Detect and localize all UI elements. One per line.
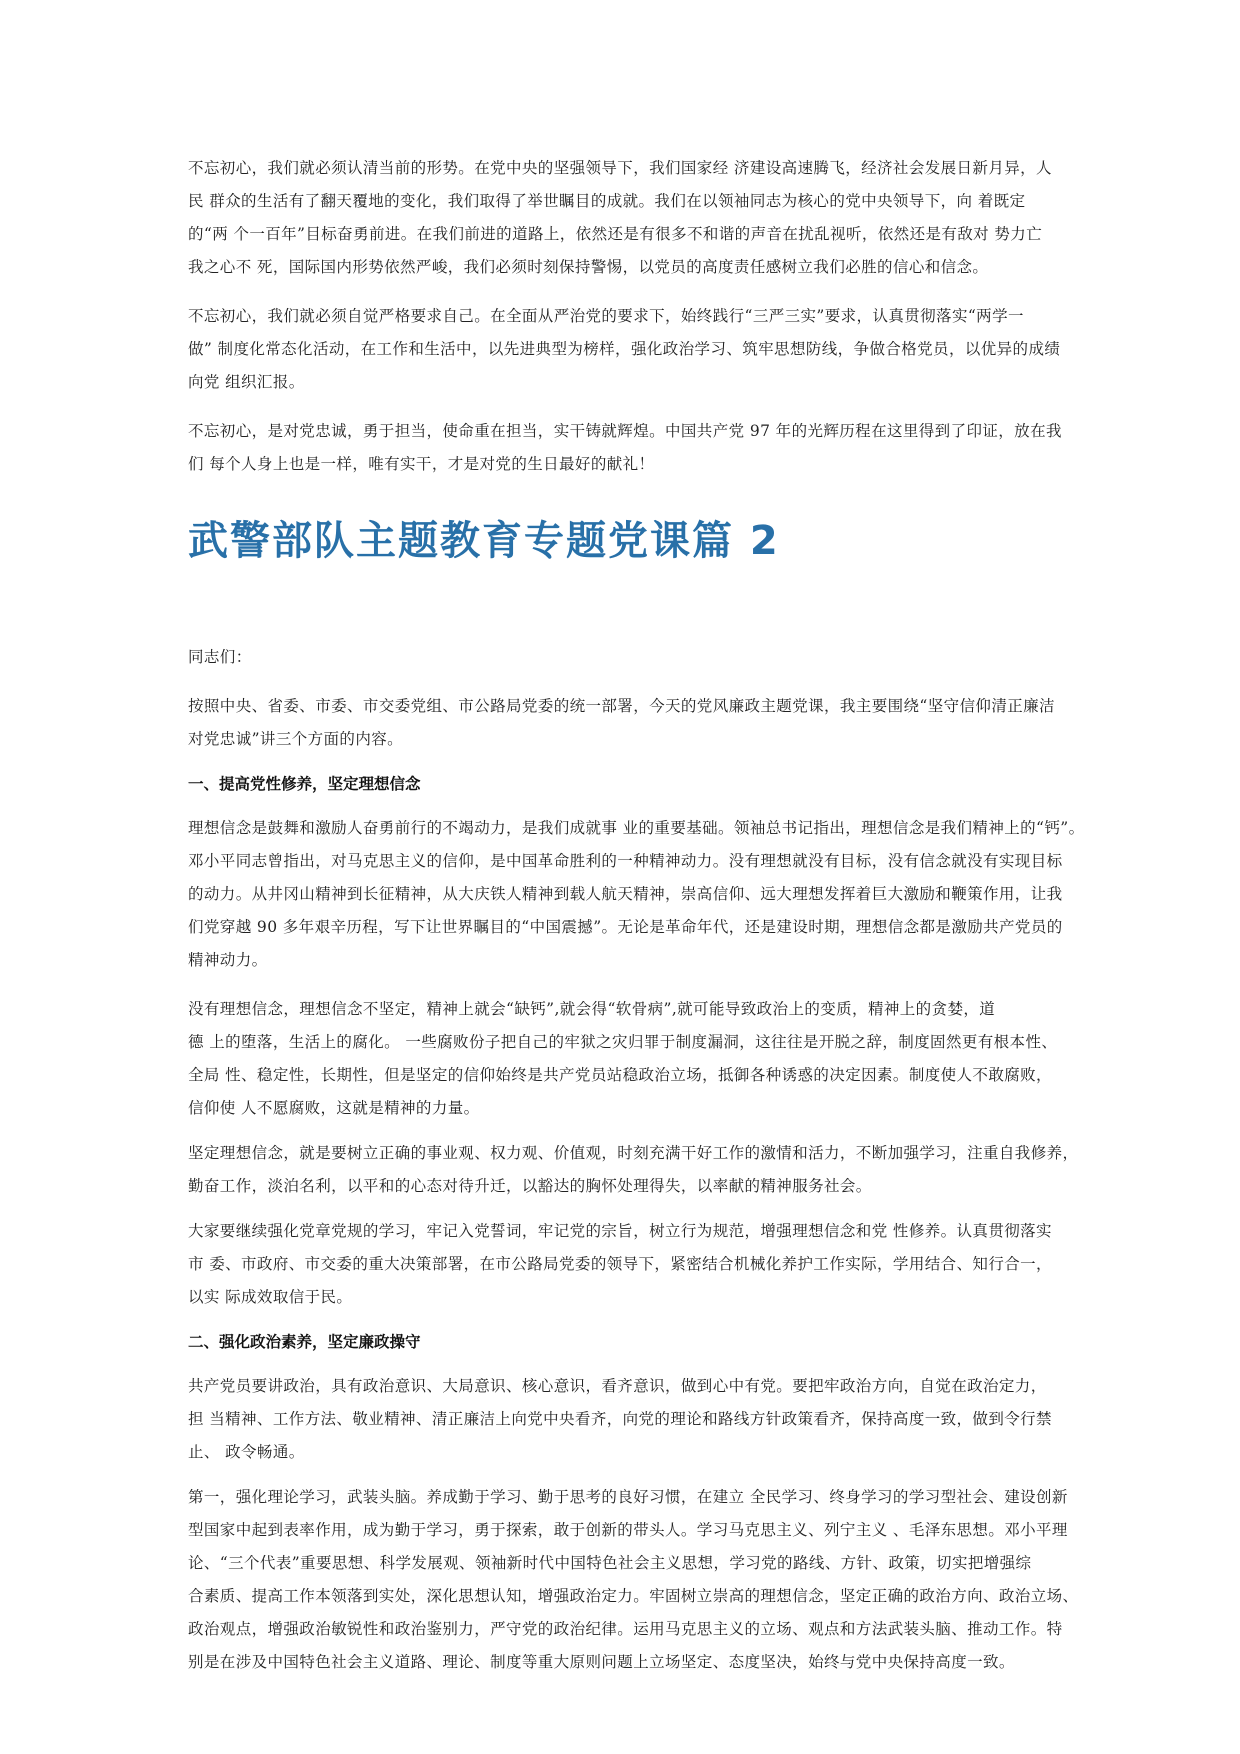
paragraph-line: 的“两 个一百年”目标奋勇前进。在我们前进的道路上，依然还是有很多不和谐的声音在扰乱视听，依然还是有敌对 势力亡: [188, 225, 1043, 243]
paragraph-line: 民 群众的生活有了翻天覆地的变化，我们取得了举世瞩目的成就。我们在以领袖同志为核心的党中央领导下，向 着既定: [188, 192, 1026, 210]
paragraph-line: 止、 政令畅通。: [188, 1443, 305, 1461]
document-title: 武警部队主题教育专题党课篇 2: [188, 518, 780, 564]
spacer: [188, 571, 1060, 641]
paragraph-line: 合素质、提高工作本领落到实处，深化思想认知，增强政治定力。牢固树立崇高的理想信念，坚定正确的政治方向、政治立场、: [188, 1587, 1079, 1605]
paragraph-line: 型国家中起到表率作用，成为勤于学习，勇于探索，敢于创新的带头人。学习马克思主义、列宁主义 、毛泽东思想。邓小平理: [188, 1521, 1068, 1539]
paragraph-line: 的动力。从井冈山精神到长征精神，从大庆铁人精神到载人航天精神，崇高信仰、远大理想发挥着巨大激励和鞭策作用，让我: [188, 885, 1063, 903]
intro-paragraph: [188, 152, 1060, 284]
paragraph-line: 市 委、市政府、市交委的重大决策部署，在市公路局党委的领导下，紧密结合机械化养护工作实际，学用结合、知行合一，: [188, 1255, 1052, 1273]
paragraph-line: 大家要继续强化党章党规的学习，牢记入党誓词，牢记党的宗旨，树立行为规范，增强理想信念和党 性修养。认真贯彻落实: [188, 1222, 1052, 1240]
paragraph-line: 按照中央、省委、市委、市交委党组、市公路局党委的统一部署，今天的党风廉政主题党课，我主要围绕“坚守信仰清正廉洁: [188, 697, 1055, 715]
paragraph-line: 以实 际成效取信于民。: [188, 1288, 353, 1306]
spacer: [188, 1203, 1060, 1215]
section1-paragraph: [188, 1215, 1060, 1314]
paragraph-line: 们 每个人身上也是一样，唯有实干，才是对党的生日最好的献礼！: [188, 455, 655, 473]
spacer: [188, 1679, 1060, 1691]
section-heading-2: 二、强化政治素养，坚定廉政操守: [188, 1333, 421, 1351]
spacer: [188, 481, 1060, 497]
paragraph-line: 对党忠诚”讲三个方面的内容。: [188, 730, 404, 748]
section1-paragraph: [188, 1137, 1079, 1203]
section2-paragraph: [188, 1370, 1060, 1469]
spacer: [188, 1314, 1060, 1326]
spacer: [188, 800, 1060, 812]
paragraph-line: 理想信念是鼓舞和激励人奋勇前行的不竭动力，是我们成就事 业的重要基础。领袖总书记指出，理想信念是我们精神上的“钙”。: [188, 819, 1085, 837]
paragraph-line: 向党 组织汇报。: [188, 373, 305, 391]
paragraph-line: 担 当精神、工作方法、敬业精神、清正廉洁上向党中央看齐，向党的理论和路线方针政策看齐，保持高度一致，做到令行禁: [188, 1410, 1052, 1428]
spacer: [188, 284, 1060, 300]
greeting: 同志们：: [188, 648, 252, 666]
intro-paragraph: [188, 415, 1060, 481]
paragraph-line: 做” 制度化常态化活动，在工作和生活中，以先进典型为榜样，强化政治学习、筑牢思想防线，争做合格党员，以优异的成绩: [188, 340, 1061, 358]
spacer: [188, 1125, 1060, 1137]
paragraph-line: 不忘初心，是对党忠诚，勇于担当，使命重在担当，实干铸就辉煌。中国共产党 97 年的光辉历程在这里得到了印证，放在我: [188, 422, 1062, 440]
paragraph-line: 坚定理想信念，就是要树立正确的事业观、权力观、价值观，时刻充满干好工作的激情和活力，不断加强学习，注重自我修养，: [188, 1144, 1079, 1162]
paragraph-line: 论、“三个代表”重要思想、科学发展观、领袖新时代中国特色社会主义思想，学习党的路线、方针、政策，切实把增强综: [188, 1554, 1032, 1572]
paragraph-line: 邓小平同志曾指出，对马克思主义的信仰，是中国革命胜利的一种精神动力。没有理想就没有目标，没有信念就没有实现目标: [188, 852, 1063, 870]
document-body: [188, 152, 1085, 1691]
paragraph-line: 共产党员要讲政治，具有政治意识、大局意识、核心意识，看齐意识，做到心中有党。要把牢政治方向，自觉在政治定力，: [188, 1377, 1047, 1395]
paragraph-line: 勤奋工作，淡泊名利，以平和的心态对待升迁，以豁达的胸怀处理得失，以率献的精神服务社会。: [188, 1177, 872, 1195]
paragraph-line: 没有理想信念，理想信念不坚定，精神上就会“缺钙”,就会得“软骨病”,就可能导致政治上的变质，精神上的贪婪，道: [188, 1000, 996, 1018]
paragraph-line: 精神动力。: [188, 951, 268, 969]
spacer: [188, 1469, 1060, 1481]
spacer: [188, 1358, 1060, 1370]
section1-paragraph: [188, 993, 1060, 1125]
section-heading-1: 一、提高党性修养，坚定理想信念: [188, 775, 421, 793]
intro-paragraph: [188, 300, 1060, 399]
paragraph-line: 不忘初心，我们就必须自觉严格要求自己。在全面从严治党的要求下，始终践行“三严三实”要求，认真贯彻落实“两学一: [188, 307, 1024, 325]
spacer: [188, 497, 1060, 511]
section2-paragraph: [188, 1481, 1079, 1679]
paragraph-line: 政治观点，增强政治敏锐性和政治鉴别力，严守党的政治纪律。运用马克思主义的立场、观点和方法武装头脑、推动工作。特: [188, 1620, 1063, 1638]
paragraph-line: 我之心不 死，国际国内形势依然严峻，我们必须时刻保持警惕，以党员的高度责任感树立我们必胜的信心和信念。: [188, 258, 989, 276]
paragraph-line: 别是在涉及中国特色社会主义道路、理论、制度等重大原则问题上立场坚定、态度坚决，始终与党中央保持高度一致。: [188, 1653, 1015, 1671]
paragraph-line: 第一，强化理论学习，武装头脑。养成勤于学习、勤于思考的良好习惯，在建立 全民学习、终身学习的学习型社会、建设创新: [188, 1488, 1068, 1506]
spacer: [188, 977, 1060, 993]
paragraph-line: 全局 性、稳定性，长期性，但是坚定的信仰始终是共产党员站稳政治立场，抵御各种诱惑的决定因素。制度使人不敢腐败，: [188, 1066, 1052, 1084]
paragraph-line: 信仰使 人不愿腐败，这就是精神的力量。: [188, 1099, 480, 1117]
spacer: [188, 756, 1060, 768]
section1-paragraph: [188, 812, 1085, 977]
paragraph-line: 们党穿越 90 多年艰辛历程，写下让世界瞩目的“中国震撼”。无论是革命年代，还是建设时期，理想信念都是激励共产党员的: [188, 918, 1063, 936]
opening-paragraph: [188, 690, 1060, 756]
spacer: [188, 399, 1060, 415]
paragraph-line: 德 上的堕落，生活上的腐化。 一些腐败份子把自己的牢狱之灾归罪于制度漏洞，这往往是开脱之辞，制度固然更有根本性、: [188, 1033, 1058, 1051]
spacer: [188, 674, 1060, 690]
paragraph-line: 不忘初心，我们就必须认清当前的形势。在党中央的坚强领导下，我们国家经 济建设高速腾飞，经济社会发展日新月异，人: [188, 159, 1052, 177]
